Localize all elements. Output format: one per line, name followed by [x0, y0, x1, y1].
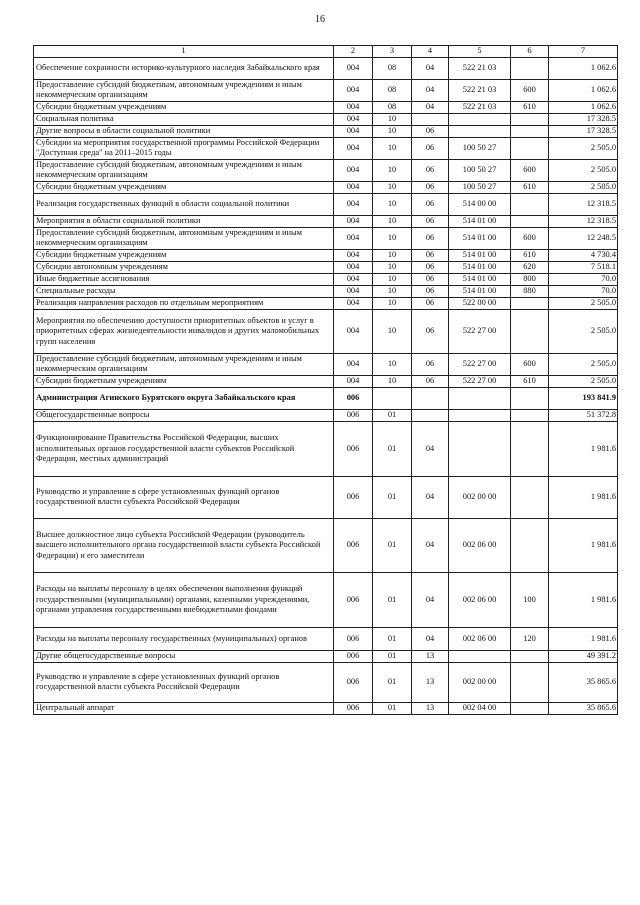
header-row — [34, 46, 618, 58]
table-row — [34, 572, 618, 627]
row-name: Руководство и управление в сфере установленных функций органов государственной власти субъекта Российской Федерации — [34, 662, 334, 702]
row-code-expense-type — [511, 215, 549, 227]
row-name: Другие вопросы в области социальной политики — [34, 125, 334, 137]
row-code-expense-type: 610 — [511, 181, 549, 193]
row-name: Администрация Агинского Бурятского округа Забайкальского края — [34, 387, 334, 409]
row-code-expense-type — [511, 421, 549, 476]
row-code-target: 514 01 00 — [449, 273, 511, 285]
row-code-expense-type — [511, 409, 549, 421]
row-code-admin: 006 — [334, 421, 373, 476]
row-code-target — [449, 409, 511, 421]
table-row — [34, 273, 618, 285]
row-code-subsection: 06 — [412, 249, 449, 261]
table-row — [34, 353, 618, 375]
row-name: Субсидии бюджетным учреждениям — [34, 101, 334, 113]
header-col-3: 3 — [373, 46, 412, 58]
row-code-target: 514 01 00 — [449, 227, 511, 249]
row-name: Предоставление субсидий бюджетным, автономным учреждениям и иным некоммерческим организациям — [34, 227, 334, 249]
row-code-section: 10 — [373, 249, 412, 261]
row-code-admin: 004 — [334, 125, 373, 137]
row-amount: 17 328.5 — [549, 113, 618, 125]
row-name: Социальная политика — [34, 113, 334, 125]
row-code-section: 01 — [373, 572, 412, 627]
row-code-section: 10 — [373, 159, 412, 181]
row-amount: 7 518.1 — [549, 261, 618, 273]
row-code-expense-type: 880 — [511, 285, 549, 297]
row-code-subsection: 06 — [412, 137, 449, 159]
row-name: Специальные расходы — [34, 285, 334, 297]
row-code-section: 10 — [373, 137, 412, 159]
row-code-subsection: 04 — [412, 627, 449, 650]
row-amount: 1 981.6 — [549, 627, 618, 650]
table-row — [34, 702, 618, 714]
row-code-expense-type: 100 — [511, 572, 549, 627]
row-code-subsection: 06 — [412, 261, 449, 273]
row-code-target — [449, 650, 511, 662]
row-code-expense-type — [511, 476, 549, 518]
row-name: Мероприятия в области социальной политики — [34, 215, 334, 227]
row-code-expense-type — [511, 193, 549, 215]
row-code-section: 01 — [373, 650, 412, 662]
header-col-6: 6 — [511, 46, 549, 58]
row-code-admin: 004 — [334, 375, 373, 387]
row-code-subsection: 06 — [412, 181, 449, 193]
row-code-expense-type — [511, 387, 549, 409]
row-name: Функционирование Правительства Российской Федерации, высших исполнительных органов государственной власти субъектов Российской Федерации, местных администраций — [34, 421, 334, 476]
row-code-expense-type: 600 — [511, 159, 549, 181]
row-amount: 2 505.0 — [549, 353, 618, 375]
row-code-admin: 006 — [334, 476, 373, 518]
row-code-admin: 004 — [334, 261, 373, 273]
row-code-target: 514 01 00 — [449, 215, 511, 227]
row-code-section: 10 — [373, 285, 412, 297]
row-code-expense-type: 610 — [511, 101, 549, 113]
row-name: Другие общегосударственные вопросы — [34, 650, 334, 662]
table-row — [34, 193, 618, 215]
row-code-expense-type — [511, 125, 549, 137]
row-code-subsection: 04 — [412, 80, 449, 102]
row-code-admin: 006 — [334, 409, 373, 421]
table-row — [34, 125, 618, 137]
row-code-section: 10 — [373, 353, 412, 375]
row-code-subsection: 13 — [412, 662, 449, 702]
row-amount: 35 865.6 — [549, 702, 618, 714]
row-code-section: 10 — [373, 309, 412, 353]
row-code-admin: 006 — [334, 387, 373, 409]
row-code-target: 514 00 00 — [449, 193, 511, 215]
table-row — [34, 181, 618, 193]
row-amount: 2 505.0 — [549, 159, 618, 181]
row-amount: 12 318.5 — [549, 193, 618, 215]
row-code-target: 522 27 00 — [449, 375, 511, 387]
row-amount: 1 981.6 — [549, 421, 618, 476]
row-code-admin: 006 — [334, 650, 373, 662]
page-number: 16 — [315, 14, 325, 25]
header-col-5: 5 — [449, 46, 511, 58]
row-code-target: 100 50 27 — [449, 181, 511, 193]
row-code-section: 01 — [373, 421, 412, 476]
row-amount: 51 372.8 — [549, 409, 618, 421]
row-code-target: 522 21 03 — [449, 101, 511, 113]
row-amount: 1 062.6 — [549, 101, 618, 113]
row-code-expense-type: 610 — [511, 375, 549, 387]
row-amount: 35 865.6 — [549, 662, 618, 702]
table-row — [34, 409, 618, 421]
table-row — [34, 387, 618, 409]
row-code-admin: 004 — [334, 309, 373, 353]
row-code-target — [449, 421, 511, 476]
table-row — [34, 297, 618, 309]
row-code-target: 522 27 00 — [449, 309, 511, 353]
row-code-section: 01 — [373, 627, 412, 650]
row-name: Субсидии на мероприятия государственной программы Российской Федерации "Доступная среда" на 2011–2015 годы — [34, 137, 334, 159]
row-code-target: 522 00 00 — [449, 297, 511, 309]
row-code-target: 522 21 03 — [449, 80, 511, 102]
table-row — [34, 476, 618, 518]
row-code-subsection: 06 — [412, 353, 449, 375]
row-code-admin: 004 — [334, 101, 373, 113]
row-code-admin: 006 — [334, 702, 373, 714]
row-amount: 2 505.0 — [549, 181, 618, 193]
row-name: Руководство и управление в сфере установленных функций органов государственной власти субъекта Российской Федерации — [34, 476, 334, 518]
table-row — [34, 227, 618, 249]
row-code-subsection: 13 — [412, 702, 449, 714]
row-code-section: 10 — [373, 273, 412, 285]
row-code-subsection: 06 — [412, 215, 449, 227]
row-code-expense-type: 600 — [511, 227, 549, 249]
budget-table-body — [34, 46, 618, 715]
table-row — [34, 518, 618, 572]
row-name: Реализация государственных функций в области социальной политики — [34, 193, 334, 215]
row-code-section: 01 — [373, 518, 412, 572]
row-code-expense-type — [511, 650, 549, 662]
row-code-expense-type — [511, 58, 549, 80]
budget-table — [33, 45, 618, 715]
row-code-subsection: 06 — [412, 193, 449, 215]
row-name: Предоставление субсидий бюджетным, автономным учреждениям и иным некоммерческим организациям — [34, 159, 334, 181]
row-code-section: 10 — [373, 193, 412, 215]
row-name: Расходы на выплаты персоналу в целях обеспечения выполнения функций государственными (муниципальными) органами, казенными учреждениями, органами управления государственными внебюджетными фондами — [34, 572, 334, 627]
row-code-subsection: 04 — [412, 58, 449, 80]
row-amount: 2 505.0 — [549, 297, 618, 309]
row-amount: 12 318.5 — [549, 215, 618, 227]
row-code-expense-type — [511, 518, 549, 572]
row-code-subsection — [412, 409, 449, 421]
row-code-expense-type — [511, 309, 549, 353]
row-name: Обеспечение сохранности историко-культурного наследия Забайкальского края — [34, 58, 334, 80]
row-code-section: 10 — [373, 215, 412, 227]
row-name: Предоставление субсидий бюджетным, автономным учреждениям и иным некоммерческим организациям — [34, 353, 334, 375]
row-code-admin: 004 — [334, 193, 373, 215]
row-code-admin: 004 — [334, 249, 373, 261]
row-code-admin: 006 — [334, 572, 373, 627]
row-code-subsection: 13 — [412, 650, 449, 662]
row-code-subsection — [412, 113, 449, 125]
row-code-section: 08 — [373, 58, 412, 80]
row-code-admin: 006 — [334, 518, 373, 572]
row-amount: 12 248.5 — [549, 227, 618, 249]
row-code-section — [373, 387, 412, 409]
row-code-subsection: 06 — [412, 159, 449, 181]
row-code-section: 10 — [373, 227, 412, 249]
table-row — [34, 285, 618, 297]
table-row — [34, 159, 618, 181]
row-code-expense-type: 120 — [511, 627, 549, 650]
header-col-1: 1 — [34, 46, 334, 58]
row-amount: 70.0 — [549, 273, 618, 285]
row-name: Субсидии бюджетным учреждениям — [34, 181, 334, 193]
row-code-admin: 004 — [334, 137, 373, 159]
row-code-subsection: 06 — [412, 125, 449, 137]
table-row — [34, 80, 618, 102]
table-row — [34, 662, 618, 702]
row-code-expense-type — [511, 137, 549, 159]
row-code-subsection: 06 — [412, 285, 449, 297]
row-code-section: 10 — [373, 297, 412, 309]
row-code-section: 10 — [373, 261, 412, 273]
row-code-subsection: 06 — [412, 227, 449, 249]
row-code-admin: 004 — [334, 215, 373, 227]
row-code-target: 002 06 00 — [449, 572, 511, 627]
table-row — [34, 101, 618, 113]
row-code-subsection — [412, 387, 449, 409]
header-col-2: 2 — [334, 46, 373, 58]
row-name: Субсидии автономным учреждениям — [34, 261, 334, 273]
row-code-section: 01 — [373, 409, 412, 421]
row-code-subsection: 06 — [412, 297, 449, 309]
row-code-admin: 004 — [334, 297, 373, 309]
row-amount: 1 062.6 — [549, 80, 618, 102]
row-code-subsection: 04 — [412, 421, 449, 476]
row-code-admin: 004 — [334, 58, 373, 80]
row-code-admin: 004 — [334, 80, 373, 102]
row-amount: 4 730.4 — [549, 249, 618, 261]
row-code-target: 002 00 00 — [449, 476, 511, 518]
row-code-target: 002 00 00 — [449, 662, 511, 702]
row-code-target: 522 21 03 — [449, 58, 511, 80]
row-amount: 2 505.0 — [549, 309, 618, 353]
table-row — [34, 375, 618, 387]
row-code-expense-type: 800 — [511, 273, 549, 285]
row-code-admin: 004 — [334, 285, 373, 297]
row-amount: 1 062.6 — [549, 58, 618, 80]
header-col-7: 7 — [549, 46, 618, 58]
row-code-section: 10 — [373, 181, 412, 193]
row-name: Центральный аппарат — [34, 702, 334, 714]
row-code-subsection: 06 — [412, 375, 449, 387]
row-code-target: 100 50 27 — [449, 159, 511, 181]
row-code-admin: 004 — [334, 227, 373, 249]
row-name: Субсидии бюджетным учреждениям — [34, 249, 334, 261]
table-row — [34, 650, 618, 662]
row-code-target: 100 50 27 — [449, 137, 511, 159]
row-amount: 49 391.2 — [549, 650, 618, 662]
header-col-4: 4 — [412, 46, 449, 58]
row-amount: 1 981.6 — [549, 572, 618, 627]
row-name: Субсидии бюджетным учреждениям — [34, 375, 334, 387]
row-code-expense-type: 610 — [511, 249, 549, 261]
row-code-subsection: 06 — [412, 273, 449, 285]
row-code-expense-type — [511, 702, 549, 714]
row-code-section: 10 — [373, 113, 412, 125]
row-code-section: 10 — [373, 125, 412, 137]
row-code-subsection: 04 — [412, 101, 449, 113]
row-code-admin: 004 — [334, 181, 373, 193]
table-row — [34, 261, 618, 273]
row-code-subsection: 04 — [412, 572, 449, 627]
row-code-target: 514 01 00 — [449, 285, 511, 297]
row-code-section: 10 — [373, 375, 412, 387]
table-row — [34, 215, 618, 227]
row-name: Расходы на выплаты персоналу государственных (муниципальных) органов — [34, 627, 334, 650]
row-code-expense-type: 620 — [511, 261, 549, 273]
row-code-target: 522 27 00 — [449, 353, 511, 375]
row-code-subsection: 04 — [412, 518, 449, 572]
row-code-expense-type — [511, 662, 549, 702]
row-code-target — [449, 125, 511, 137]
table-row — [34, 627, 618, 650]
row-code-section: 08 — [373, 101, 412, 113]
row-code-admin: 004 — [334, 113, 373, 125]
table-row — [34, 58, 618, 80]
row-code-admin: 004 — [334, 273, 373, 285]
row-code-target: 002 04 00 — [449, 702, 511, 714]
row-code-expense-type: 600 — [511, 80, 549, 102]
row-code-target — [449, 387, 511, 409]
row-code-subsection: 06 — [412, 309, 449, 353]
row-amount: 193 841.9 — [549, 387, 618, 409]
row-code-section: 01 — [373, 702, 412, 714]
row-code-target: 002 06 00 — [449, 518, 511, 572]
row-code-admin: 006 — [334, 627, 373, 650]
row-code-admin: 004 — [334, 159, 373, 181]
table-row — [34, 309, 618, 353]
row-code-admin: 006 — [334, 662, 373, 702]
row-code-admin: 004 — [334, 353, 373, 375]
row-name: Мероприятия по обеспечению доступности приоритетных объектов и услуг в приоритетных сферах жизнедеятельности инвалидов и других маломобильных групп населения — [34, 309, 334, 353]
table-row — [34, 421, 618, 476]
row-amount: 70.0 — [549, 285, 618, 297]
row-code-subsection: 04 — [412, 476, 449, 518]
row-name: Высшее должностное лицо субъекта Российской Федерации (руководитель высшего исполнительного органа государственной власти субъекта Российской Федерации) и его заместители — [34, 518, 334, 572]
table-row — [34, 249, 618, 261]
row-amount: 17 328.5 — [549, 125, 618, 137]
row-code-section: 01 — [373, 662, 412, 702]
row-amount: 2 505.0 — [549, 375, 618, 387]
row-amount: 2 505.0 — [549, 137, 618, 159]
row-code-section: 08 — [373, 80, 412, 102]
row-code-expense-type: 600 — [511, 353, 549, 375]
row-code-section: 01 — [373, 476, 412, 518]
row-code-expense-type — [511, 113, 549, 125]
row-code-target: 514 01 00 — [449, 261, 511, 273]
row-code-expense-type — [511, 297, 549, 309]
table-row — [34, 113, 618, 125]
table-row — [34, 137, 618, 159]
row-name: Реализация направления расходов по отдельным мероприятиям — [34, 297, 334, 309]
row-code-target: 002 06 00 — [449, 627, 511, 650]
row-amount: 1 981.6 — [549, 518, 618, 572]
row-code-target: 514 01 00 — [449, 249, 511, 261]
row-name: Общегосударственные вопросы — [34, 409, 334, 421]
row-amount: 1 981.6 — [549, 476, 618, 518]
row-name: Предоставление субсидий бюджетным, автономным учреждениям и иным некоммерческим организациям — [34, 80, 334, 102]
row-name: Иные бюджетные ассигнования — [34, 273, 334, 285]
row-code-target — [449, 113, 511, 125]
